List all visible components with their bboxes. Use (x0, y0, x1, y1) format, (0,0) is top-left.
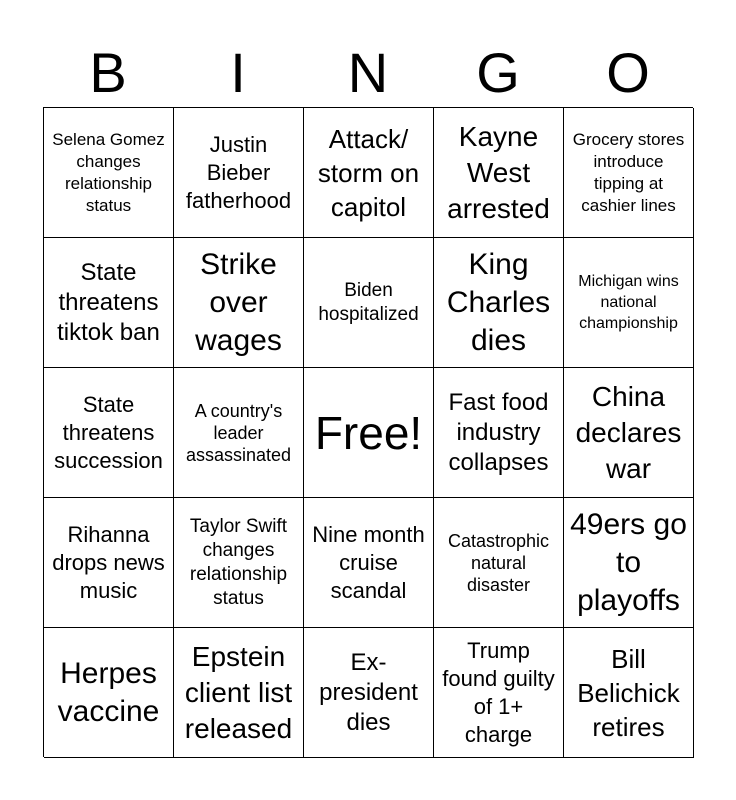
cell-text: Attack/ storm on capitol (317, 123, 420, 222)
bingo-cell[interactable] (564, 108, 694, 238)
cell-text: Nine month cruise scandal (312, 521, 425, 603)
cell-text: State threatens succession (54, 391, 163, 473)
bingo-cell[interactable] (564, 498, 694, 628)
cell-text: Bill Belichick retires (577, 643, 680, 742)
bingo-cell[interactable] (174, 238, 304, 368)
cell-text: King Charles dies (446, 247, 551, 357)
header-letter-o: O (606, 41, 650, 104)
cell-text: Fast food industry collapses (448, 388, 549, 476)
bingo-cell[interactable] (564, 368, 694, 498)
cell-text: Ex-president dies (319, 648, 418, 736)
bingo-cell[interactable] (434, 498, 564, 628)
header-letter-n: N (347, 41, 389, 104)
cell-text: Grocery stores introduce tipping at cashier lines (572, 129, 685, 215)
cell-text: Catastrophic natural disaster (447, 530, 550, 595)
header-letter-i: I (230, 41, 246, 104)
cell-text: A country's leader assassinated (185, 400, 292, 465)
header-letter-b: B (89, 41, 127, 104)
bingo-cell[interactable] (434, 108, 564, 238)
bingo-cell[interactable] (304, 498, 434, 628)
bingo-cell[interactable] (44, 628, 174, 758)
cell-text: Trump found guilty of 1+ charge (442, 637, 555, 747)
cell-text: Rihanna drops news music (52, 521, 165, 603)
bingo-cell[interactable] (304, 628, 434, 758)
bingo-cell[interactable] (174, 368, 304, 498)
cell-text: Biden hospitalized (318, 279, 419, 325)
free-space[interactable] (304, 368, 434, 498)
bingo-cell[interactable] (304, 238, 434, 368)
bingo-cell[interactable] (44, 368, 174, 498)
bingo-cell[interactable] (434, 368, 564, 498)
bingo-cell[interactable] (304, 108, 434, 238)
header-letter-g: G (476, 41, 520, 104)
cell-text: China declares war (575, 380, 682, 484)
bingo-cell[interactable] (434, 238, 564, 368)
bingo-cell[interactable] (44, 498, 174, 628)
cell-text: 49ers go to playoffs (570, 507, 687, 617)
bingo-cell[interactable] (174, 628, 304, 758)
bingo-cell[interactable] (174, 498, 304, 628)
cell-text: Herpes vaccine (57, 656, 160, 728)
cell-text: Michigan wins national championship (578, 273, 679, 332)
bingo-header (43, 38, 693, 108)
bingo-cell[interactable] (44, 238, 174, 368)
bingo-cell[interactable] (174, 108, 304, 238)
cell-text: Strike over wages (195, 247, 282, 357)
bingo-cell[interactable] (434, 628, 564, 758)
bingo-cell[interactable] (564, 628, 694, 758)
cell-text: Kayne West arrested (447, 120, 550, 224)
bingo-cell[interactable] (564, 238, 694, 368)
cell-text: Selena Gomez changes relationship status (52, 129, 165, 215)
cell-text: Epstein client list released (184, 640, 293, 744)
cell-text: State threatens tiktok ban (57, 258, 160, 346)
cell-text: Justin Bieber fatherhood (185, 131, 292, 213)
cell-text: Taylor Swift changes relationship status (189, 515, 288, 609)
bingo-grid (43, 107, 693, 757)
free-text: Free! (314, 406, 423, 459)
bingo-cell[interactable] (44, 108, 174, 238)
